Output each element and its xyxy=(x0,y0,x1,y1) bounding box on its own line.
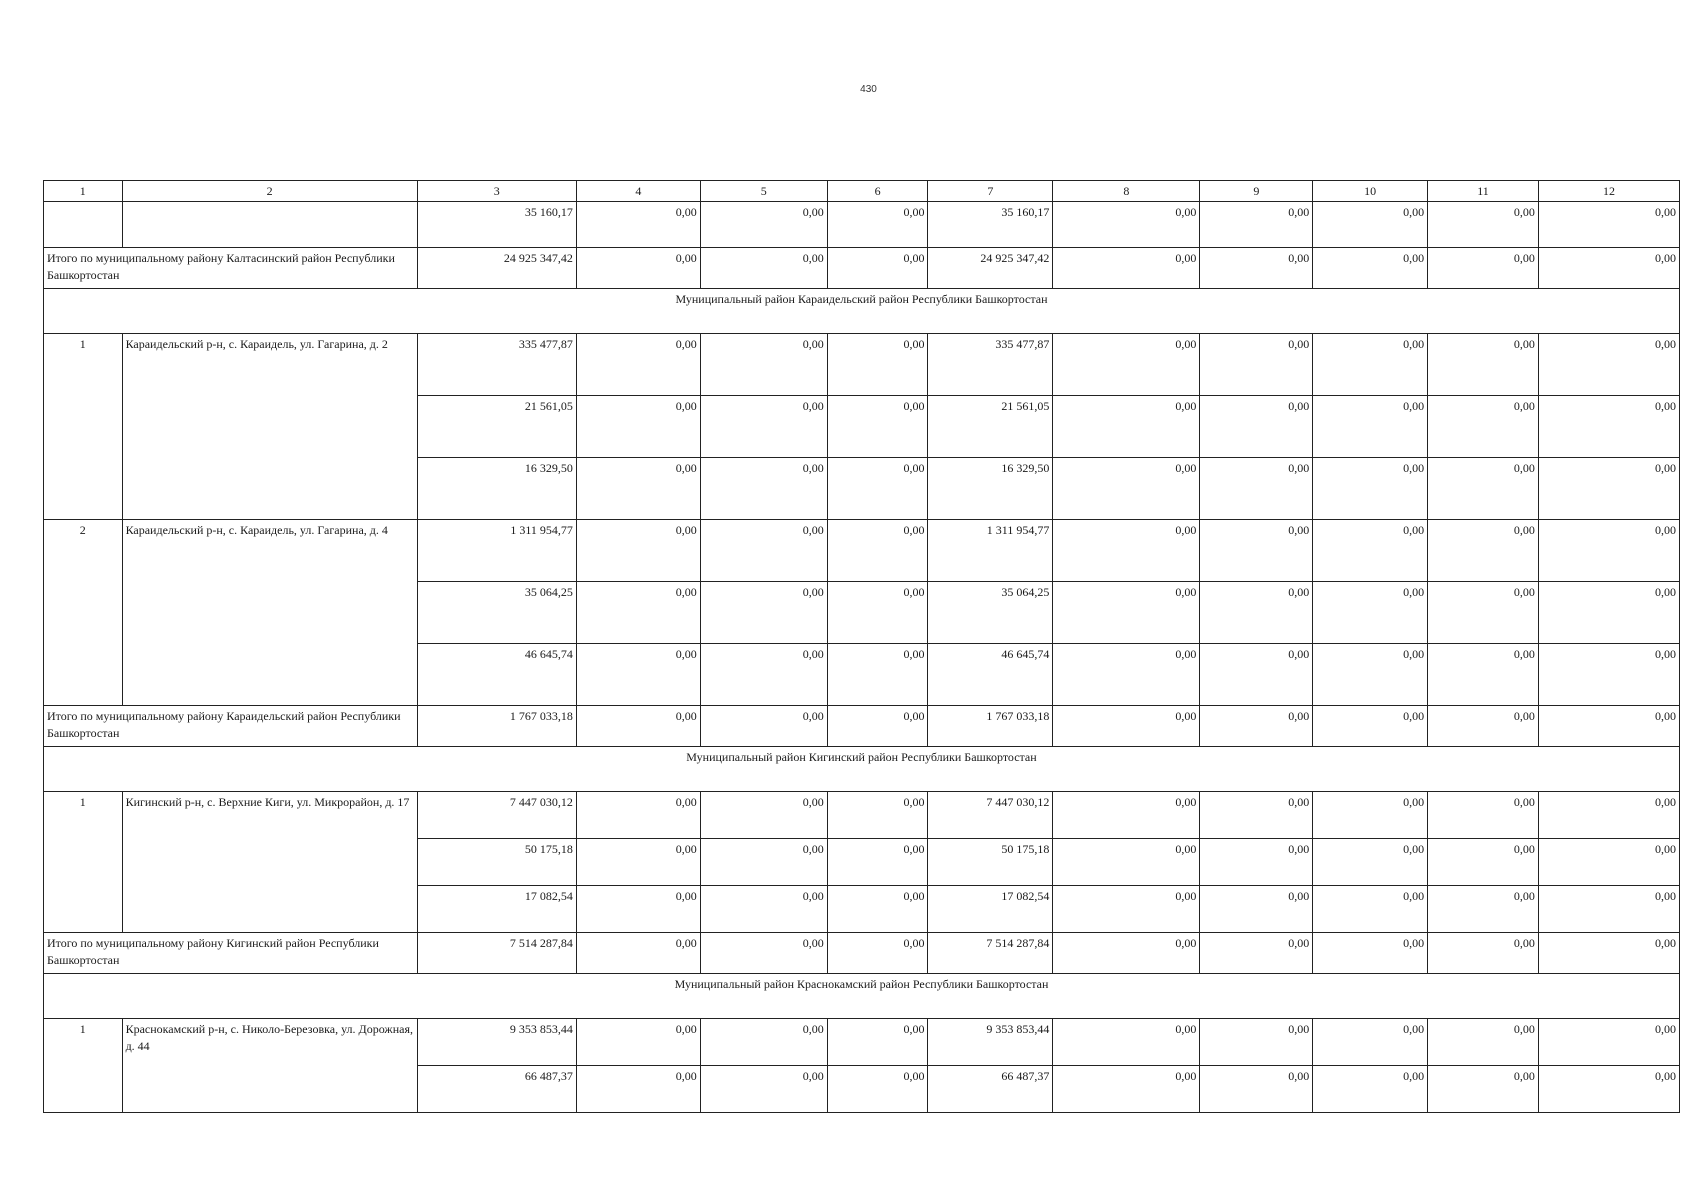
table-row xyxy=(44,334,1680,396)
value-cell: 0,00 xyxy=(1200,520,1313,582)
value-cell: 1 767 033,18 xyxy=(417,706,576,747)
value-cell: 0,00 xyxy=(1313,886,1428,933)
value-cell: 0,00 xyxy=(1428,458,1539,520)
value-cell: 0,00 xyxy=(1428,644,1539,706)
value-cell: 0,00 xyxy=(1313,334,1428,396)
column-number: 10 xyxy=(1313,181,1428,202)
value-cell: 0,00 xyxy=(1200,933,1313,974)
value-cell: 0,00 xyxy=(1313,582,1428,644)
table-row xyxy=(44,202,1680,248)
value-cell: 0,00 xyxy=(827,1066,928,1113)
value-cell: 35 160,17 xyxy=(417,202,576,248)
value-cell: 0,00 xyxy=(1200,839,1313,886)
value-cell: 0,00 xyxy=(1428,1019,1539,1066)
value-cell: 0,00 xyxy=(1200,458,1313,520)
value-cell: 0,00 xyxy=(1538,933,1679,974)
column-number: 2 xyxy=(122,181,417,202)
value-cell: 50 175,18 xyxy=(928,839,1053,886)
value-cell: 0,00 xyxy=(1053,644,1200,706)
value-cell: 0,00 xyxy=(700,839,827,886)
total-label: Итого по муниципальному району Кигинский район Республики Башкортостан xyxy=(44,933,418,974)
row-index: 1 xyxy=(44,334,123,520)
table-row xyxy=(44,792,1680,839)
value-cell: 9 353 853,44 xyxy=(928,1019,1053,1066)
section-header-row xyxy=(44,747,1680,792)
value-cell: 0,00 xyxy=(1428,520,1539,582)
value-cell: 0,00 xyxy=(1313,458,1428,520)
column-number: 4 xyxy=(576,181,700,202)
value-cell: 0,00 xyxy=(576,248,700,289)
value-cell: 0,00 xyxy=(1053,1066,1200,1113)
value-cell: 0,00 xyxy=(1200,334,1313,396)
total-label: Итого по муниципальному району Караидельский район Республики Башкортостан xyxy=(44,706,418,747)
value-cell: 1 311 954,77 xyxy=(928,520,1053,582)
value-cell: 0,00 xyxy=(576,396,700,458)
value-cell: 21 561,05 xyxy=(417,396,576,458)
value-cell: 0,00 xyxy=(700,202,827,248)
value-cell: 0,00 xyxy=(1538,886,1679,933)
value-cell: 0,00 xyxy=(700,520,827,582)
column-number: 12 xyxy=(1538,181,1679,202)
value-cell: 0,00 xyxy=(1053,334,1200,396)
row-index: 2 xyxy=(44,520,123,706)
value-cell: 0,00 xyxy=(1538,334,1679,396)
column-number: 6 xyxy=(827,181,928,202)
value-cell: 0,00 xyxy=(576,520,700,582)
value-cell: 0,00 xyxy=(1428,248,1539,289)
value-cell: 0,00 xyxy=(1313,520,1428,582)
value-cell: 0,00 xyxy=(827,886,928,933)
value-cell: 0,00 xyxy=(576,202,700,248)
table-row xyxy=(44,520,1680,582)
value-cell: 0,00 xyxy=(700,582,827,644)
value-cell: 0,00 xyxy=(1428,792,1539,839)
value-cell: 0,00 xyxy=(1053,202,1200,248)
value-cell: 0,00 xyxy=(1538,1019,1679,1066)
value-cell: 0,00 xyxy=(827,706,928,747)
value-cell: 0,00 xyxy=(700,458,827,520)
value-cell: 24 925 347,42 xyxy=(417,248,576,289)
column-number: 1 xyxy=(44,181,123,202)
value-cell: 35 160,17 xyxy=(928,202,1053,248)
value-cell: 7 514 287,84 xyxy=(928,933,1053,974)
value-cell: 46 645,74 xyxy=(928,644,1053,706)
value-cell: 0,00 xyxy=(576,582,700,644)
row-index xyxy=(44,202,123,248)
value-cell: 0,00 xyxy=(1313,792,1428,839)
value-cell: 0,00 xyxy=(1200,644,1313,706)
value-cell: 0,00 xyxy=(1313,1066,1428,1113)
value-cell: 46 645,74 xyxy=(417,644,576,706)
value-cell: 0,00 xyxy=(827,1019,928,1066)
section-title: Муниципальный район Кигинский район Республики Башкортостан xyxy=(44,747,1680,792)
value-cell: 0,00 xyxy=(576,706,700,747)
value-cell: 17 082,54 xyxy=(928,886,1053,933)
value-cell: 0,00 xyxy=(576,886,700,933)
value-cell: 7 447 030,12 xyxy=(417,792,576,839)
value-cell: 0,00 xyxy=(576,792,700,839)
value-cell: 0,00 xyxy=(1200,202,1313,248)
value-cell: 0,00 xyxy=(700,248,827,289)
value-cell: 0,00 xyxy=(827,839,928,886)
value-cell: 0,00 xyxy=(1200,1066,1313,1113)
value-cell: 0,00 xyxy=(827,248,928,289)
value-cell: 17 082,54 xyxy=(417,886,576,933)
value-cell: 0,00 xyxy=(827,334,928,396)
address-cell: Кигинский р-н, с. Верхние Киги, ул. Микрорайон, д. 17 xyxy=(122,792,417,933)
value-cell: 66 487,37 xyxy=(417,1066,576,1113)
value-cell: 0,00 xyxy=(700,1066,827,1113)
total-row xyxy=(44,248,1680,289)
value-cell: 0,00 xyxy=(1200,248,1313,289)
value-cell: 0,00 xyxy=(1538,458,1679,520)
value-cell: 0,00 xyxy=(1538,202,1679,248)
value-cell: 16 329,50 xyxy=(928,458,1053,520)
value-cell: 1 767 033,18 xyxy=(928,706,1053,747)
value-cell: 66 487,37 xyxy=(928,1066,1053,1113)
value-cell: 0,00 xyxy=(1538,792,1679,839)
table-body xyxy=(44,181,1680,1113)
value-cell: 0,00 xyxy=(576,1019,700,1066)
value-cell: 0,00 xyxy=(700,1019,827,1066)
value-cell: 7 447 030,12 xyxy=(928,792,1053,839)
value-cell: 0,00 xyxy=(576,839,700,886)
value-cell: 0,00 xyxy=(1200,886,1313,933)
total-label: Итого по муниципальному району Калтасинский район Республики Башкортостан xyxy=(44,248,418,289)
value-cell: 9 353 853,44 xyxy=(417,1019,576,1066)
value-cell: 35 064,25 xyxy=(417,582,576,644)
value-cell: 0,00 xyxy=(1538,520,1679,582)
value-cell: 0,00 xyxy=(1538,582,1679,644)
value-cell: 0,00 xyxy=(827,933,928,974)
value-cell: 0,00 xyxy=(700,396,827,458)
value-cell: 0,00 xyxy=(1538,644,1679,706)
total-row xyxy=(44,933,1680,974)
address-cell: Караидельский р-н, с. Караидель, ул. Гагарина, д. 2 xyxy=(122,334,417,520)
section-title: Муниципальный район Краснокамский район Республики Башкортостан xyxy=(44,974,1680,1019)
row-index: 1 xyxy=(44,1019,123,1113)
value-cell: 0,00 xyxy=(1200,582,1313,644)
value-cell: 0,00 xyxy=(1053,520,1200,582)
value-cell: 0,00 xyxy=(1200,706,1313,747)
value-cell: 50 175,18 xyxy=(417,839,576,886)
value-cell: 0,00 xyxy=(827,582,928,644)
value-cell: 0,00 xyxy=(1538,396,1679,458)
value-cell: 0,00 xyxy=(1538,839,1679,886)
column-number: 11 xyxy=(1428,181,1539,202)
value-cell: 0,00 xyxy=(1428,1066,1539,1113)
value-cell: 0,00 xyxy=(1313,933,1428,974)
value-cell: 0,00 xyxy=(700,644,827,706)
value-cell: 0,00 xyxy=(1053,792,1200,839)
column-number: 7 xyxy=(928,181,1053,202)
value-cell: 0,00 xyxy=(1428,933,1539,974)
value-cell: 0,00 xyxy=(1053,886,1200,933)
value-cell: 0,00 xyxy=(700,886,827,933)
value-cell: 0,00 xyxy=(576,458,700,520)
value-cell: 35 064,25 xyxy=(928,582,1053,644)
value-cell: 0,00 xyxy=(1428,396,1539,458)
value-cell: 0,00 xyxy=(1313,839,1428,886)
value-cell: 0,00 xyxy=(1428,582,1539,644)
value-cell: 0,00 xyxy=(1428,706,1539,747)
page-number: 430 xyxy=(860,84,877,95)
value-cell: 0,00 xyxy=(576,933,700,974)
value-cell: 0,00 xyxy=(827,202,928,248)
value-cell: 0,00 xyxy=(1428,334,1539,396)
value-cell: 0,00 xyxy=(1313,644,1428,706)
value-cell: 0,00 xyxy=(1538,706,1679,747)
section-title: Муниципальный район Караидельский район Республики Башкортостан xyxy=(44,289,1680,334)
value-cell: 0,00 xyxy=(1313,396,1428,458)
value-cell: 0,00 xyxy=(1200,792,1313,839)
value-cell: 0,00 xyxy=(700,706,827,747)
value-cell: 0,00 xyxy=(827,644,928,706)
value-cell: 0,00 xyxy=(700,792,827,839)
value-cell: 0,00 xyxy=(827,458,928,520)
value-cell: 0,00 xyxy=(827,520,928,582)
value-cell: 0,00 xyxy=(1428,839,1539,886)
value-cell: 0,00 xyxy=(700,334,827,396)
value-cell: 7 514 287,84 xyxy=(417,933,576,974)
value-cell: 0,00 xyxy=(827,396,928,458)
value-cell: 16 329,50 xyxy=(417,458,576,520)
column-number-row xyxy=(44,181,1680,202)
value-cell: 0,00 xyxy=(576,1066,700,1113)
value-cell: 0,00 xyxy=(1053,248,1200,289)
value-cell: 0,00 xyxy=(1313,1019,1428,1066)
column-number: 9 xyxy=(1200,181,1313,202)
address-cell xyxy=(122,202,417,248)
value-cell: 0,00 xyxy=(1428,886,1539,933)
table-row xyxy=(44,1019,1680,1066)
value-cell: 21 561,05 xyxy=(928,396,1053,458)
value-cell: 0,00 xyxy=(1428,202,1539,248)
value-cell: 0,00 xyxy=(827,792,928,839)
value-cell: 0,00 xyxy=(1053,458,1200,520)
value-cell: 0,00 xyxy=(1053,582,1200,644)
report-table xyxy=(43,180,1680,1113)
value-cell: 0,00 xyxy=(1053,839,1200,886)
value-cell: 0,00 xyxy=(1200,396,1313,458)
column-number: 8 xyxy=(1053,181,1200,202)
value-cell: 0,00 xyxy=(1313,706,1428,747)
value-cell: 0,00 xyxy=(1313,248,1428,289)
value-cell: 24 925 347,42 xyxy=(928,248,1053,289)
row-index: 1 xyxy=(44,792,123,933)
section-header-row xyxy=(44,974,1680,1019)
value-cell: 0,00 xyxy=(1053,396,1200,458)
value-cell: 0,00 xyxy=(576,334,700,396)
total-row xyxy=(44,706,1680,747)
value-cell: 0,00 xyxy=(1053,933,1200,974)
address-cell: Краснокамский р-н, с. Николо-Березовка, ул. Дорожная, д. 44 xyxy=(122,1019,417,1113)
value-cell: 0,00 xyxy=(1538,1066,1679,1113)
value-cell: 0,00 xyxy=(1538,248,1679,289)
value-cell: 0,00 xyxy=(576,644,700,706)
value-cell: 335 477,87 xyxy=(928,334,1053,396)
value-cell: 0,00 xyxy=(700,933,827,974)
value-cell: 0,00 xyxy=(1053,1019,1200,1066)
column-number: 3 xyxy=(417,181,576,202)
value-cell: 0,00 xyxy=(1313,202,1428,248)
value-cell: 0,00 xyxy=(1053,706,1200,747)
value-cell: 1 311 954,77 xyxy=(417,520,576,582)
column-number: 5 xyxy=(700,181,827,202)
section-header-row xyxy=(44,289,1680,334)
value-cell: 335 477,87 xyxy=(417,334,576,396)
address-cell: Караидельский р-н, с. Караидель, ул. Гагарина, д. 4 xyxy=(122,520,417,706)
value-cell: 0,00 xyxy=(1200,1019,1313,1066)
